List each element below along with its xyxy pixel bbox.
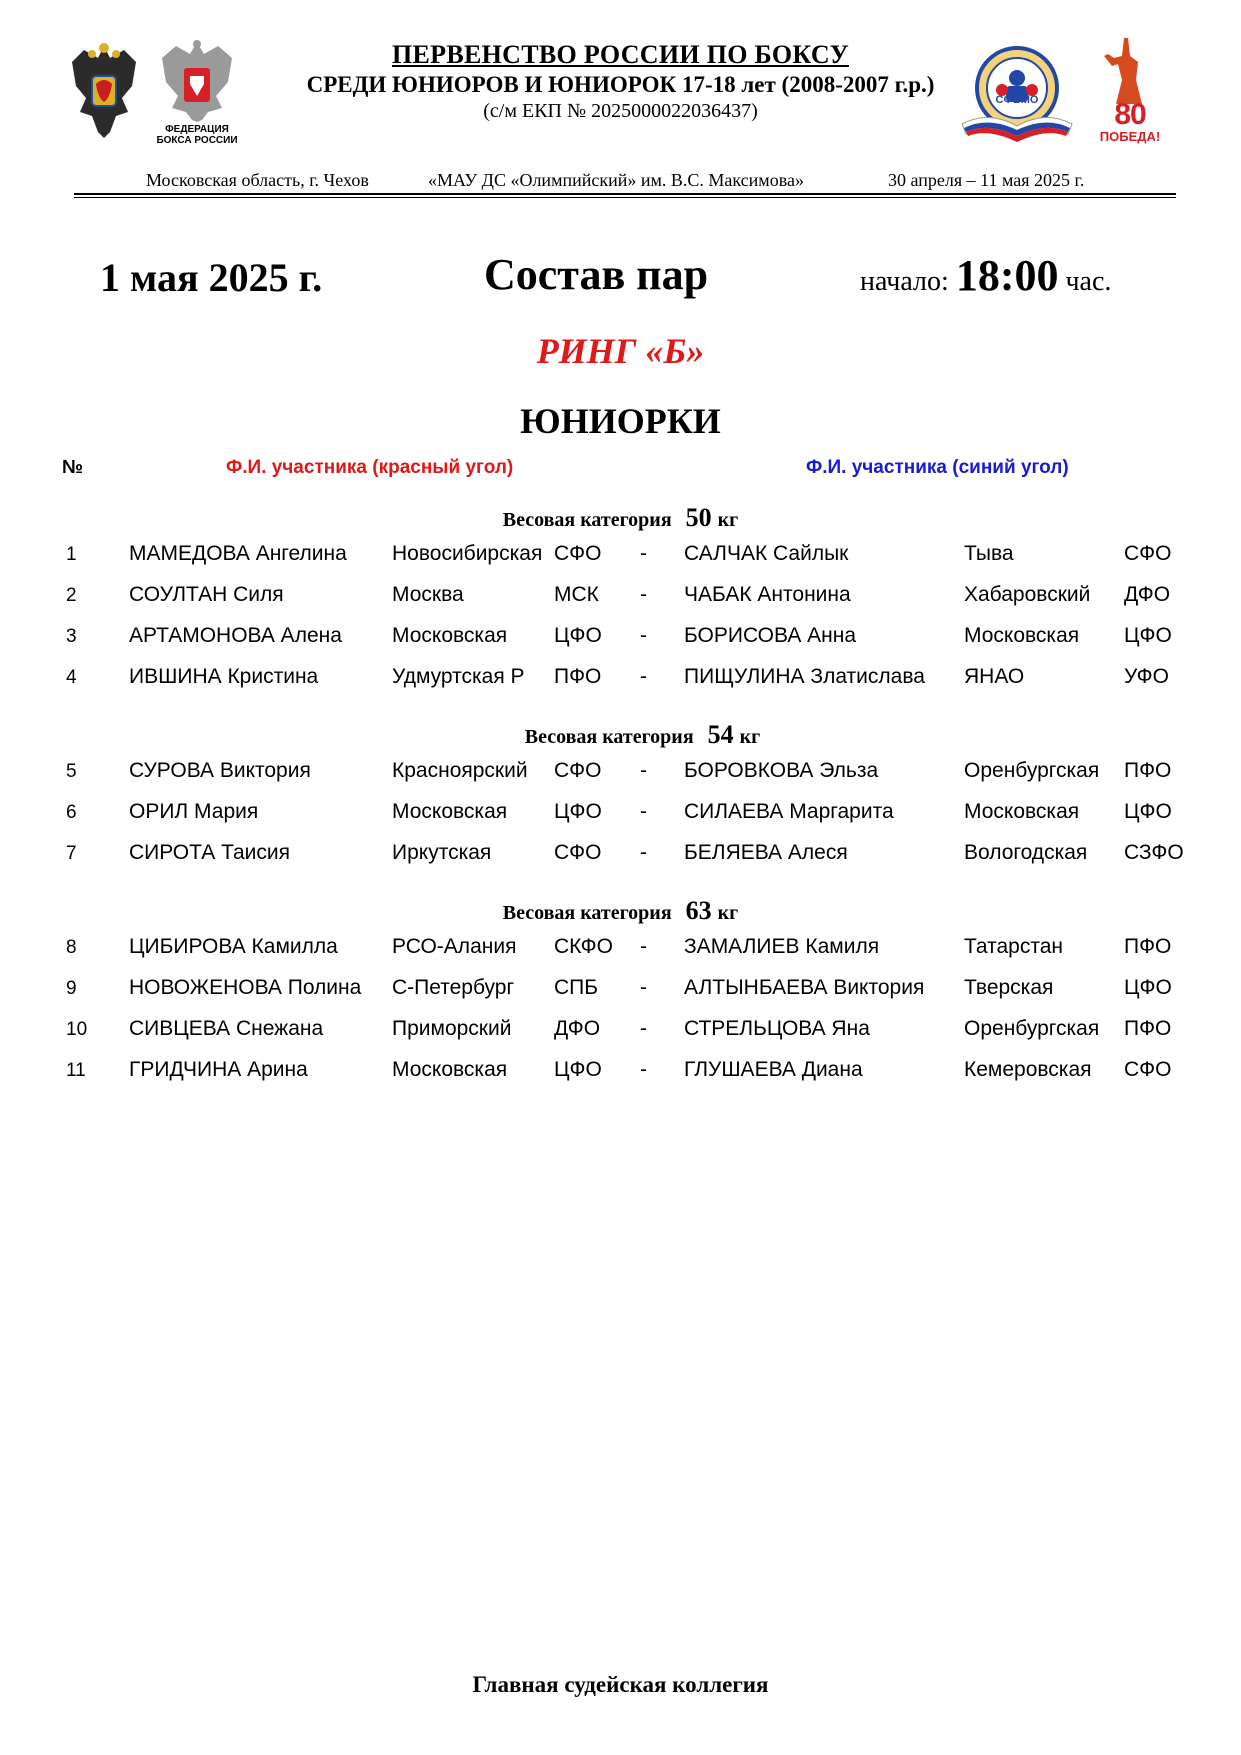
category-unit: кг xyxy=(717,509,739,531)
blue-boxer-name: ГЛУШАЕВА Диана xyxy=(684,1058,863,1081)
bout-number: 3 xyxy=(66,626,77,647)
bout-separator: - xyxy=(640,1058,647,1081)
column-number-header: № xyxy=(62,457,84,478)
blue-boxer-region: Кемеровская xyxy=(964,1058,1092,1081)
blue-boxer-region: Оренбургская xyxy=(964,759,1100,782)
blue-boxer-name: ЧАБАК Антонина xyxy=(684,583,851,606)
bout-number: 10 xyxy=(66,1019,88,1040)
blue-boxer-name: БОРИСОВА Анна xyxy=(684,624,857,647)
blue-boxer-district: ЦФО xyxy=(1124,976,1172,999)
red-boxer-region: РСО-Алания xyxy=(392,935,517,958)
blue-boxer-region: ЯНАО xyxy=(964,665,1025,688)
bout-number: 8 xyxy=(66,937,77,958)
bout-number: 1 xyxy=(66,544,77,565)
start-time-value: 18:00 xyxy=(955,251,1059,300)
table-row xyxy=(0,624,1241,654)
red-boxer-name: АРТАМОНОВА Алена xyxy=(129,624,342,647)
bout-number: 7 xyxy=(66,843,77,864)
header-divider-thin xyxy=(74,197,1176,198)
column-red-corner-header: Ф.И. участника (красный угол) xyxy=(226,457,514,478)
red-boxer-name: СИВЦЕВА Снежана xyxy=(129,1017,324,1040)
red-boxer-region: Удмуртская Р xyxy=(392,665,525,688)
bout-number: 11 xyxy=(66,1060,86,1081)
red-boxer-district: ПФО xyxy=(554,665,602,688)
blue-boxer-district: ПФО xyxy=(1124,759,1172,782)
red-boxer-region: Московская xyxy=(392,800,508,823)
blue-boxer-district: ДФО xyxy=(1124,583,1171,606)
red-boxer-district: МСК xyxy=(554,583,599,606)
blue-boxer-district: СЗФО xyxy=(1124,841,1184,864)
red-boxer-name: ОРИЛ Мария xyxy=(129,800,259,823)
blue-boxer-district: ПФО xyxy=(1124,935,1172,958)
blue-boxer-name: БЕЛЯЕВА Алеся xyxy=(684,841,848,864)
blue-boxer-district: ЦФО xyxy=(1124,624,1172,647)
category-label: Весовая категория xyxy=(502,509,672,531)
event-venue: «МАУ ДС «Олимпийский» им. В.С. Максимова» xyxy=(428,170,804,190)
red-boxer-district: СФО xyxy=(554,841,602,864)
bout-separator: - xyxy=(640,583,647,606)
red-boxer-name: МАМЕДОВА Ангелина xyxy=(129,542,347,565)
bout-number: 6 xyxy=(66,802,77,823)
table-row xyxy=(0,800,1241,830)
table-row xyxy=(0,976,1241,1006)
event-title-line1: ПЕРВЕНСТВО РОССИИ ПО БОКСУ xyxy=(391,40,849,69)
red-boxer-district: ДФО xyxy=(554,1017,601,1040)
red-boxer-district: ЦФО xyxy=(554,800,602,823)
sfbmo-logo-text: СФБМО xyxy=(995,94,1039,106)
blue-boxer-name: СИЛАЕВА Маргарита xyxy=(684,800,894,823)
bout-separator: - xyxy=(640,935,647,958)
category-weight: 50 xyxy=(685,503,712,532)
red-boxer-region: Москва xyxy=(392,583,464,606)
blue-boxer-region: Московская xyxy=(964,800,1080,823)
blue-boxer-region: Тыва xyxy=(964,542,1014,565)
red-boxer-district: СФО xyxy=(554,759,602,782)
division-title: ЮНИОРКИ xyxy=(520,401,721,441)
event-code: (с/м ЕКП № 2025000022036437) xyxy=(483,100,758,122)
red-boxer-district: ЦФО xyxy=(554,1058,602,1081)
blue-boxer-name: АЛТЫНБАЕВА Виктория xyxy=(684,976,925,999)
bout-separator: - xyxy=(640,976,647,999)
bout-separator: - xyxy=(640,800,647,823)
table-row xyxy=(0,665,1241,695)
blue-boxer-name: СТРЕЛЬЦОВА Яна xyxy=(684,1017,870,1040)
bout-separator: - xyxy=(640,665,647,688)
bout-separator: - xyxy=(640,759,647,782)
blue-boxer-district: УФО xyxy=(1124,665,1169,688)
red-boxer-region: Новосибирская xyxy=(392,542,543,565)
blue-boxer-district: ПФО xyxy=(1124,1017,1172,1040)
red-boxer-name: СОУЛТАН Силя xyxy=(129,583,284,606)
blue-boxer-district: ЦФО xyxy=(1124,800,1172,823)
bout-number: 9 xyxy=(66,978,77,999)
red-boxer-name: СУРОВА Виктория xyxy=(129,759,311,782)
red-boxer-name: ГРИДЧИНА Арина xyxy=(129,1058,308,1081)
blue-boxer-name: ПИЩУЛИНА Златислава xyxy=(684,665,925,688)
blue-boxer-region: Татарстан xyxy=(964,935,1064,958)
red-boxer-district: СКФО xyxy=(554,935,613,958)
bout-separator: - xyxy=(640,841,647,864)
red-boxer-district: СПБ xyxy=(554,976,599,999)
category-label: Весовая категория xyxy=(524,726,694,748)
red-boxer-district: ЦФО xyxy=(554,624,602,647)
red-boxer-region: Московская xyxy=(392,624,508,647)
category-unit: кг xyxy=(739,726,761,748)
federation-logo-text-2: БОКСА РОССИИ xyxy=(156,135,238,146)
category-label: Весовая категория xyxy=(502,902,672,924)
weight-category-header xyxy=(22,720,1241,750)
blue-boxer-region: Оренбургская xyxy=(964,1017,1100,1040)
red-boxer-region: Красноярский xyxy=(392,759,528,782)
table-row xyxy=(0,841,1241,871)
red-boxer-district: СФО xyxy=(554,542,602,565)
ring-label: РИНГ «Б» xyxy=(536,331,705,371)
column-blue-corner-header: Ф.И. участника (синий угол) xyxy=(806,457,1069,478)
federation-logo-text-1: ФЕДЕРАЦИЯ xyxy=(165,124,229,135)
category-unit: кг xyxy=(717,902,739,924)
red-boxer-name: ЦИБИРОВА Камилла xyxy=(129,935,338,958)
red-boxer-region: Московская xyxy=(392,1058,508,1081)
table-row xyxy=(0,1058,1241,1088)
bout-separator: - xyxy=(640,624,647,647)
category-weight: 54 xyxy=(707,720,734,749)
red-boxer-region: С-Петербург xyxy=(392,976,515,999)
table-row xyxy=(0,935,1241,965)
red-boxer-name: НОВОЖЕНОВА Полина xyxy=(129,976,362,999)
event-dates: 30 апреля – 11 мая 2025 г. xyxy=(888,170,1085,190)
red-boxer-name: СИРОТА Таисия xyxy=(129,841,291,864)
start-time xyxy=(860,250,1111,301)
blue-boxer-region: Московская xyxy=(964,624,1080,647)
table-row xyxy=(0,583,1241,613)
start-label: начало: xyxy=(860,266,949,297)
start-time-unit: час. xyxy=(1065,266,1112,297)
blue-boxer-name: БОРОВКОВА Эльза xyxy=(684,759,879,782)
blue-boxer-district: СФО xyxy=(1124,542,1172,565)
red-boxer-region: Иркутская xyxy=(392,841,492,864)
blue-boxer-district: СФО xyxy=(1124,1058,1172,1081)
red-boxer-region: Приморский xyxy=(392,1017,512,1040)
bout-number: 2 xyxy=(66,585,77,606)
document-title: Состав пар xyxy=(484,250,709,299)
blue-boxer-region: Вологодская xyxy=(964,841,1088,864)
bout-separator: - xyxy=(640,542,647,565)
table-row xyxy=(0,542,1241,572)
bout-date: 1 мая 2025 г. xyxy=(100,255,323,300)
weight-category-header xyxy=(0,503,1241,533)
event-location: Московская область, г. Чехов xyxy=(146,170,369,190)
blue-boxer-region: Хабаровский xyxy=(964,583,1091,606)
blue-boxer-region: Тверская xyxy=(964,976,1054,999)
bout-number: 4 xyxy=(66,667,77,688)
table-row xyxy=(0,759,1241,789)
weight-category-header xyxy=(0,896,1241,926)
red-boxer-name: ИВШИНА Кристина xyxy=(129,665,319,688)
blue-boxer-name: ЗАМАЛИЕВ Камиля xyxy=(684,935,880,958)
event-title-line2: СРЕДИ ЮНИОРОВ И ЮНИОРОК 17-18 лет (2008-2007 г.р.) xyxy=(306,72,935,97)
bout-number: 5 xyxy=(66,761,77,782)
header-divider xyxy=(74,193,1176,195)
table-row xyxy=(0,1017,1241,1047)
blue-boxer-name: САЛЧАК Сайлык xyxy=(684,542,849,565)
bout-separator: - xyxy=(640,1017,647,1040)
victory-logo-number: 80 xyxy=(1114,98,1146,131)
victory-logo-text: ПОБЕДА! xyxy=(1099,129,1161,144)
judges-panel-signature: Главная судейская коллегия xyxy=(472,1672,769,1697)
category-weight: 63 xyxy=(685,896,712,925)
